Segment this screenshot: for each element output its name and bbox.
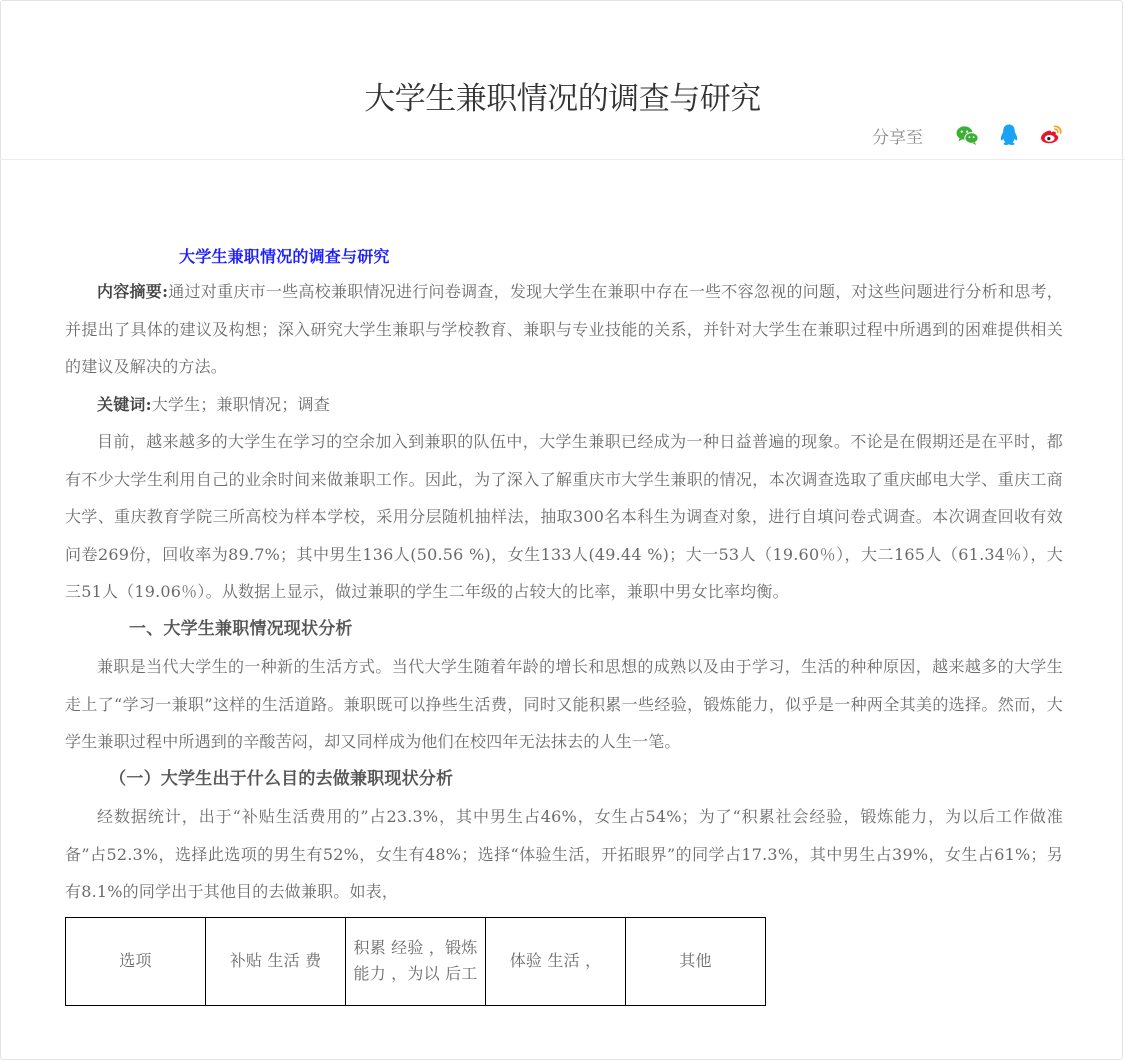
header-divider <box>0 159 1125 160</box>
table-header-cell: 选项 <box>66 917 206 1005</box>
document-title: 大学生兼职情况的调查与研究 <box>179 247 390 266</box>
subsection-heading: （一）大学生出于什么目的去做兼职现状分析 <box>109 768 454 789</box>
intro-paragraph: 目前，越来越多的大学生在学习的空余加入到兼职的队伍中，大学生兼职已经成为一种日益普遍的现象。不论是在假期还是在平时，都有不少大学生利用自己的业余时间来做兼职工作。因此，为了深入了解重庆市大学生兼职的情况，本次调查选取了重庆邮电大学、重庆工商大学、重庆教育学院三所高校为样本学校，采用分层随机抽样法，抽取300名本科生为调查对象，进行自填问卷式调查。本次调查回收有效问卷269份，回收率为89.7%；其中男生136人(50.56 %)，女生133人(49.44 %)；大一53人（19.60％），大二165人（61.34％），大三51人（19.06％）。从数据上显示，做过兼职的学生二年级的占较大的比率，兼职中男女比率均衡。 <box>65 432 1063 601</box>
table-header-cell: 其他 <box>626 917 766 1005</box>
abstract-paragraph <box>65 273 1063 386</box>
keywords-text: 大学生；兼职情况；调查 <box>151 394 330 414</box>
keywords-label: 关键词: <box>97 394 152 414</box>
share-label: 分享至 <box>872 127 923 148</box>
section-heading: 一、大学生兼职情况现状分析 <box>129 618 353 639</box>
qq-icon[interactable] <box>997 123 1021 147</box>
data-table <box>65 917 766 1006</box>
table-header-cell: 积累 经验 ，锻炼 能力 ，为以 后工 <box>346 917 486 1005</box>
article-body <box>65 240 1063 1006</box>
abstract-text: 通过对重庆市一些高校兼职情况进行问卷调查，发现大学生在兼职中存在一些不容忽视的问题，对这些问题进行分析和思考，并提出了具体的建议及构想；深入研究大学生兼职与学校教育、兼职与专业技能的关系，并针对大学生在兼职过程中所遇到的困难提供相关的建议及解决的方法。 <box>65 282 1063 376</box>
table-header-cell: 体验 生活 ， <box>486 917 626 1005</box>
keywords-paragraph <box>65 386 1063 424</box>
share-bar <box>872 121 1063 149</box>
weibo-icon[interactable] <box>1039 123 1063 147</box>
table-header-cell: 补贴 生活 费 <box>206 917 346 1005</box>
subsection-paragraph: 经数据统计，出于“补贴生活费用的”占23.3%，其中男生占46%，女生占54%；为了“积累社会经验，锻炼能力，为以后工作做准备”占52.3%，选择此选项的男生有52%，女生有48%；选择“体验生活，开拓眼界”的同学占17.3%，其中男生占39%，女生占61%；另有8.1%的同学出于其他目的去做兼职。如表， <box>65 807 1063 901</box>
wechat-icon[interactable] <box>955 123 979 147</box>
section-paragraph: 兼职是当代大学生的一种新的生活方式。当代大学生随着年龄的增长和思想的成熟以及由于学习，生活的种种原因，越来越多的大学生走上了“学习一兼职”这样的生活道路。兼职既可以挣些生活费，同时又能积累一些经验，锻炼能力，似乎是一种两全其美的选择。然而，大学生兼职过程中所遇到的辛酸苦闷，却又同样成为他们在校四年无法抹去的人生一笔。 <box>65 657 1063 751</box>
abstract-label: 内容摘要: <box>97 282 169 301</box>
page-title: 大学生兼职情况的调查与研究 <box>364 80 761 117</box>
table-header-row <box>66 917 766 1005</box>
